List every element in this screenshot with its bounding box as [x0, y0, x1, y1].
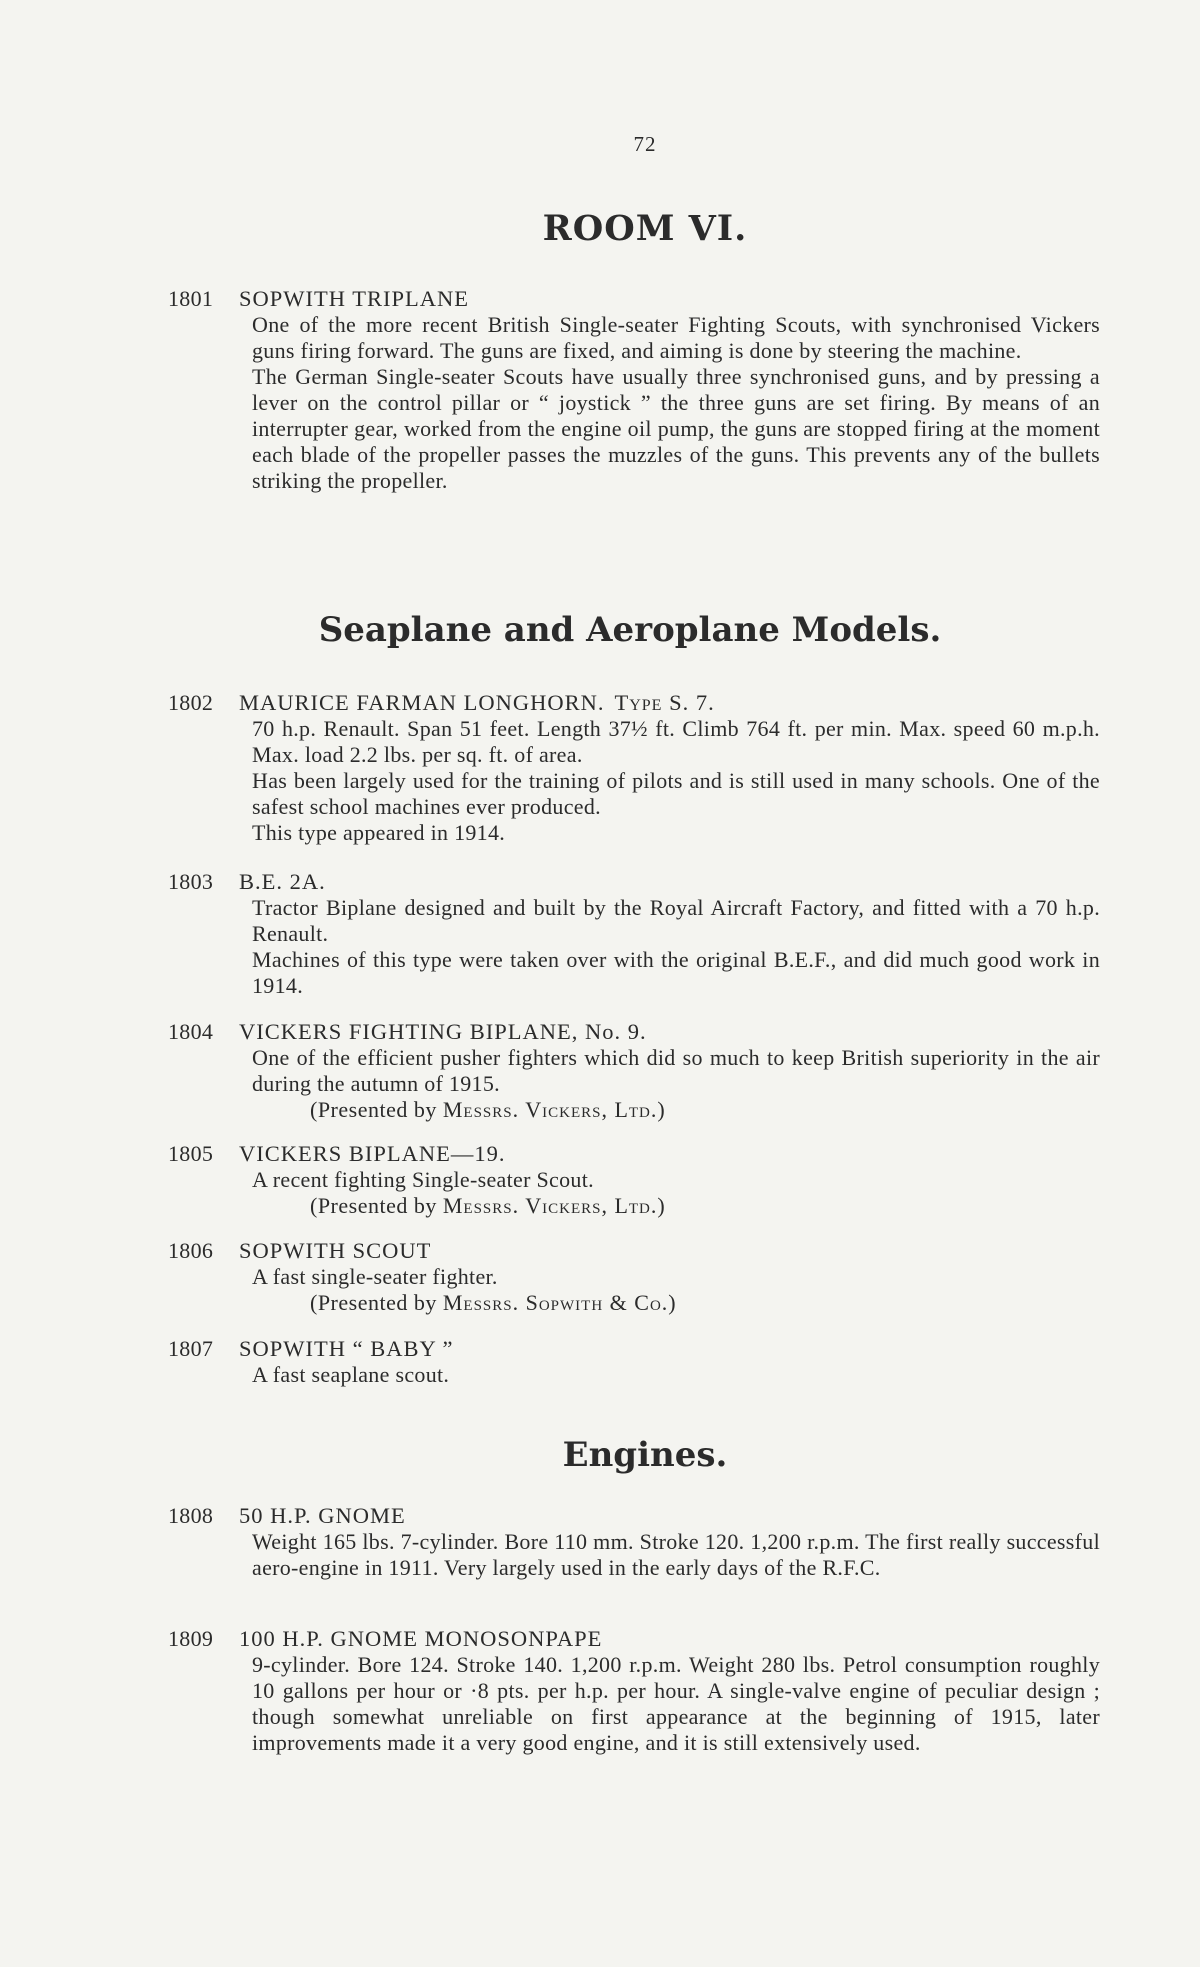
entry-heading — [168, 285, 1108, 312]
catalogue-entry-1803 — [168, 868, 1108, 999]
description-paragraph: Weight 165 lbs. 7-cylinder. Bore 110 mm. Stroke 120. 1,200 r.p.m. The first really successful aero-engine in 1911. Very largely used in the early days of the R.F.C. — [252, 1529, 1100, 1580]
entry-title: MAURICE FARMAN LONGHORN. — [239, 690, 605, 715]
presented-by-credit — [168, 1290, 1108, 1316]
entry-heading — [168, 1335, 1108, 1362]
presented-suffix: ) — [668, 1290, 677, 1315]
entry-title: B.E. 2A. — [239, 869, 326, 894]
entry-number: 1807 — [168, 1336, 214, 1361]
catalogue-entry-1801 — [168, 285, 1108, 494]
description-paragraph: One of the more recent British Single-seater Fighting Scouts, with synchronised Vickers guns firing forward. The guns are fixed, and aiming is done by steering the machine. — [252, 312, 1100, 363]
presented-prefix: (Presented by — [310, 1097, 443, 1122]
entry-description — [168, 895, 1108, 999]
entry-description — [168, 716, 1108, 846]
catalogue-entry-1804 — [168, 1018, 1108, 1123]
entry-description — [168, 1652, 1108, 1756]
description-paragraph: A recent fighting Single-seater Scout. — [252, 1167, 594, 1192]
catalogue-entry-1807 — [168, 1335, 1108, 1388]
entry-title: SOPWITH SCOUT — [239, 1238, 432, 1263]
entry-number: 1805 — [168, 1141, 214, 1166]
entry-heading — [168, 1237, 1108, 1264]
description-paragraph: This type appeared in 1914. — [252, 820, 506, 845]
entry-heading — [168, 1625, 1108, 1652]
catalogue-entry-1809 — [168, 1625, 1108, 1756]
description-paragraph: One of the efficient pusher fighters which did so much to keep British superiority in the air during the autumn of 1915. — [252, 1045, 1100, 1096]
catalogue-entry-1808 — [168, 1502, 1108, 1581]
description-paragraph: Tractor Biplane designed and built by the Royal Aircraft Factory, and fitted with a 70 h.p. Renault. — [252, 895, 1100, 946]
description-paragraph: A fast seaplane scout. — [252, 1362, 450, 1387]
entry-description — [168, 312, 1108, 494]
entry-title: 100 H.P. GNOME MONOSONPAPE — [239, 1626, 603, 1651]
presented-by-credit — [168, 1193, 1108, 1219]
entry-number: 1809 — [168, 1626, 214, 1651]
entry-title: SOPWITH “ BABY ” — [239, 1336, 454, 1361]
entry-title: SOPWITH TRIPLANE — [239, 286, 469, 311]
page-number: 72 — [633, 132, 657, 156]
section-heading-engines: Engines. — [562, 1435, 728, 1475]
donor-name: Messrs. Vickers, Ltd. — [442, 1097, 658, 1122]
entry-description — [168, 1362, 1108, 1388]
entry-description — [168, 1264, 1108, 1290]
description-paragraph: Machines of this type were taken over with the original B.E.F., and did much good work in 1914. — [252, 947, 1100, 998]
catalogue-entry-1805 — [168, 1140, 1108, 1219]
entry-title: VICKERS FIGHTING BIPLANE, No. 9. — [239, 1019, 647, 1044]
description-paragraph: Has been largely used for the training of pilots and is still used in many schools. One of the safest school machines ever produced. — [252, 768, 1100, 819]
entry-description — [168, 1167, 1108, 1193]
entry-heading — [168, 1140, 1108, 1167]
description-paragraph: A fast single-seater fighter. — [252, 1264, 498, 1289]
entry-heading — [168, 868, 1108, 895]
presented-prefix: (Presented by — [310, 1290, 443, 1315]
entry-number: 1803 — [168, 869, 214, 894]
entry-heading — [168, 1018, 1108, 1045]
entry-description — [168, 1529, 1108, 1581]
room-heading: ROOM VI. — [542, 208, 748, 249]
entry-number: 1806 — [168, 1238, 214, 1263]
entry-type-label: Type S. 7. — [614, 690, 715, 715]
entry-title: 50 H.P. GNOME — [239, 1503, 406, 1528]
presented-by-credit — [168, 1097, 1108, 1123]
entry-heading — [168, 689, 1108, 716]
entry-number: 1804 — [168, 1019, 214, 1044]
donor-name: Messrs. Sopwith & Co. — [442, 1290, 669, 1315]
presented-prefix: (Presented by — [310, 1193, 443, 1218]
entry-title: VICKERS BIPLANE—19. — [239, 1141, 506, 1166]
description-paragraph: 70 h.p. Renault. Span 51 feet. Length 37½ ft. Climb 764 ft. per min. Max. speed 60 m.p.h. Max. load 2.2 lbs. per sq. ft. of area. — [252, 716, 1100, 767]
catalogue-entry-1802 — [168, 689, 1108, 846]
presented-suffix: ) — [657, 1193, 666, 1218]
description-paragraph: 9-cylinder. Bore 124. Stroke 140. 1,200 r.p.m. Weight 280 lbs. Petrol consumption roughly 10 gallons per hour or ·8 pts. per h.p. per hour. A single-valve engine of peculiar design ; though somewhat unreliable on first appearance at the beginning of 1915, later improvements made it a very good engine, and it is still extensively used. — [252, 1652, 1100, 1755]
section-heading-models: Seaplane and Aeroplane Models. — [318, 610, 942, 650]
catalogue-entry-1806 — [168, 1237, 1108, 1316]
entry-heading — [168, 1502, 1108, 1529]
presented-suffix: ) — [657, 1097, 666, 1122]
entry-number: 1802 — [168, 690, 214, 715]
donor-name: Messrs. Vickers, Ltd. — [442, 1193, 658, 1218]
entry-number: 1808 — [168, 1503, 214, 1528]
entry-description — [168, 1045, 1108, 1097]
entry-number: 1801 — [168, 286, 214, 311]
description-paragraph: The German Single-seater Scouts have usually three synchronised guns, and by pressing a lever on the control pillar or “ joystick ” the three guns are set firing. By means of an interrupter gear, worked from the engine oil pump, the guns are stopped firing at the moment each blade of the propeller passes the muzzles of the guns. This prevents any of the bullets striking the propeller. — [252, 364, 1100, 493]
